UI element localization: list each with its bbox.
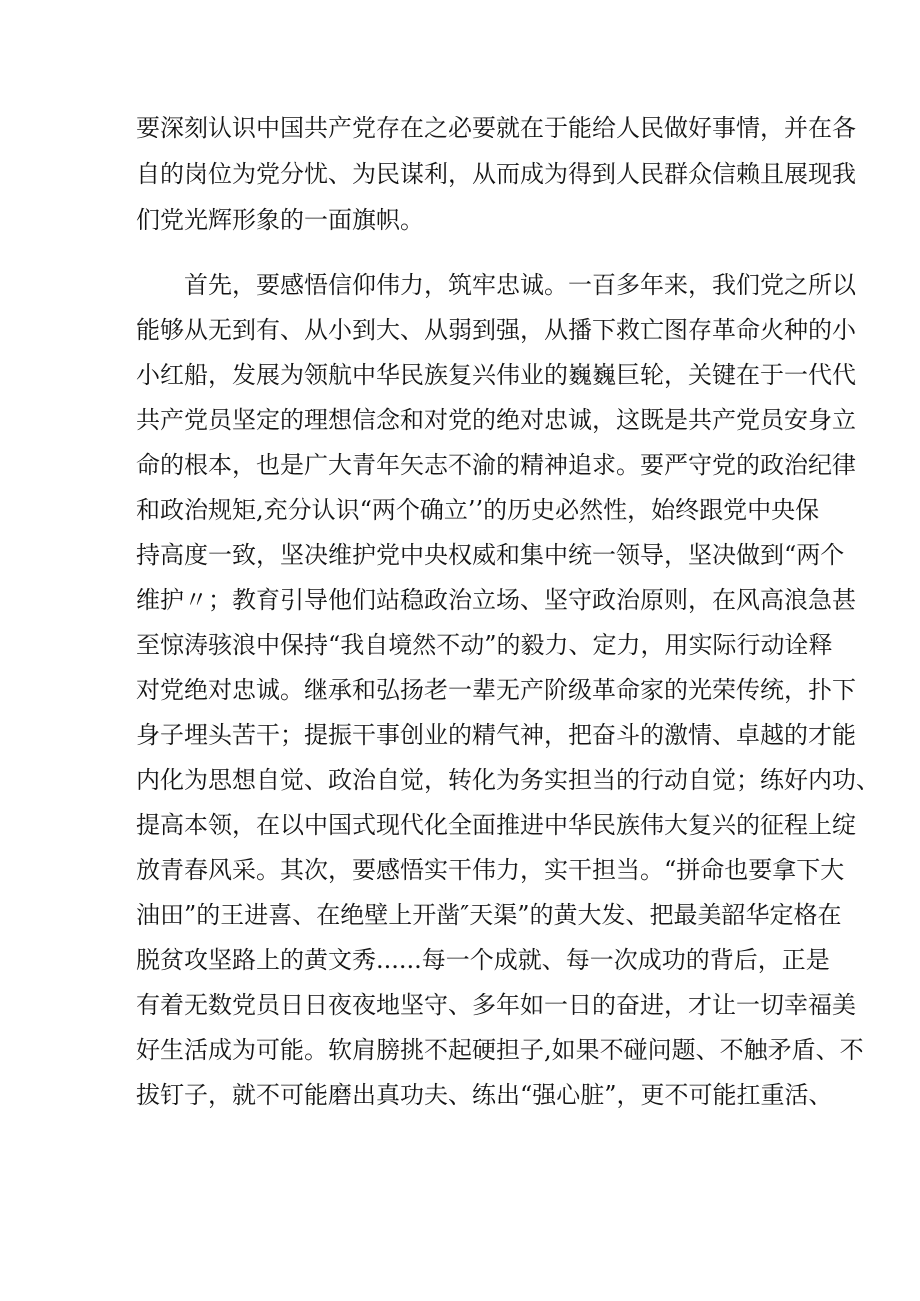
paragraph-2-line-5: 命的根本，也是广大青年矢志不渝的精神追求。要严守党的政治纪律	[136, 451, 856, 479]
paragraph-2-line-15: 油田”的王进喜、在绝壁上开凿″天渠”的黄大发、把最美韶华定格在	[136, 901, 842, 929]
paragraph-2-line-18: 好生活成为可能。软肩膀挑不起硬担子,如果不碰问题、不触矛盾、不	[136, 1036, 864, 1064]
paragraph-2-line-19: 拔钉子，就不可能磨出真功夫、练出“强心脏”，更不可能扛重活、	[136, 1081, 833, 1109]
paragraph-1-line-2: 自的岗位为党分忧、为民谋利，从而成为得到人民群众信赖且展现我	[136, 160, 856, 188]
paragraph-2-line-17: 有着无数党员日日夜夜地坚守、多年如一日的奋进，才让一切幸福美	[136, 991, 856, 1019]
paragraph-1-line-3: 们党光辉形象的一面旗帜。	[136, 206, 424, 234]
paragraph-2-line-13: 提高本领，在以中国式现代化全面推进中华民族伟大复兴的征程上绽	[136, 811, 856, 839]
paragraph-2-line-1: 首先，要感悟信仰伟力，筑牢忠诚。一百多年来，我们党之所以	[184, 271, 856, 299]
paragraph-1-line-1: 要深刻认识中国共产党存在之必要就在于能给人民做好事情，并在各	[136, 114, 856, 142]
paragraph-2-line-8: 维护〃；教育引导他们站稳政治立场、坚守政治原则，在风高浪急甚	[136, 586, 856, 614]
paragraph-2-line-9: 至惊涛骇浪中保持“我自境然不动”的毅力、定力，用实际行动诠释	[136, 631, 833, 659]
paragraph-2-line-7: 持高度一致，坚决维护党中央权威和集中统一领导，坚决做到“两个	[136, 541, 845, 569]
paragraph-2-line-16: 脱贫攻坚路上的黄文秀......每一个成就、每一次成功的背后，正是	[136, 946, 830, 974]
paragraph-2-line-11: 身子埋头苦干；提振干事创业的精气神，把奋斗的激情、卓越的才能	[136, 721, 856, 749]
paragraph-2-line-12: 内化为思想自觉、政治自觉，转化为务实担当的行动自觉；练好内功、	[136, 766, 880, 794]
paragraph-2-line-3: 小红船，发展为领航中华民族复兴伟业的巍巍巨轮，关键在于一代代	[136, 361, 856, 389]
paragraph-2-line-2: 能够从无到有、从小到大、从弱到强，从播下救亡图存革命火种的小	[136, 316, 856, 344]
paragraph-2-line-14: 放青春风采。其次，要感悟实干伟力，实干担当。“拼命也要拿下大	[136, 856, 845, 884]
paragraph-2-line-4: 共产党员坚定的理想信念和对党的绝对忠诚，这既是共产党员安身立	[136, 406, 856, 434]
paragraph-2-line-6: 和政治规矩,充分认识“两个确立’’的历史必然性，始终跟党中央保	[136, 496, 820, 524]
paragraph-2-line-10: 对党绝对忠诚。继承和弘扬老一辈无产阶级革命家的光荣传统，扑下	[136, 676, 856, 704]
